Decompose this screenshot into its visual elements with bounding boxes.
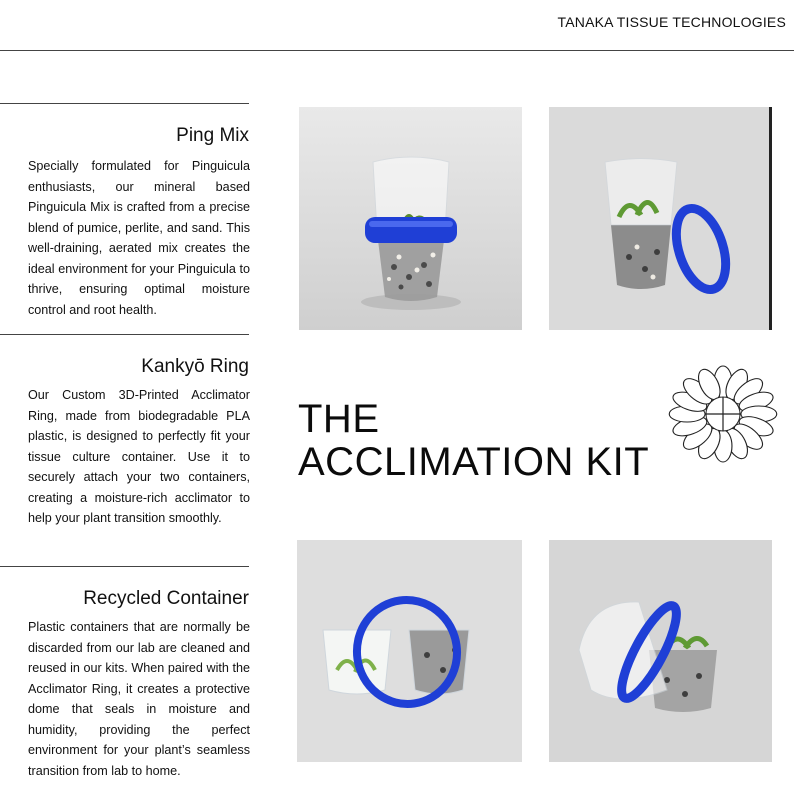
header-divider — [0, 50, 794, 51]
hero-line-2: ACCLIMATION KIT — [298, 440, 650, 484]
section-title-recycled-container: Recycled Container — [83, 588, 249, 609]
hero-line-1: THE — [298, 397, 380, 441]
section-body-kankyo-ring: Our Custom 3D-Printed Acclimator Ring, made from biodegradable PLA plastic, is designed to perfectly fit your tissue culture container. Use it to securely attach your two containers, creating a moisture-rich acclimator to help your plant transition smoothly. — [28, 388, 250, 525]
photo-kit-components — [549, 107, 772, 330]
flower-logo-icon — [665, 364, 781, 469]
section-divider — [0, 334, 249, 335]
section-body-recycled-container: Plastic containers that are normally be discarded from our lab are cleaned and reused in our kits. When paired with the Acclimator Ring, it creates a protective dome that seals in moisture and humidity, providing the perfect environment for your plant’s seamless transition from lab to home. — [28, 620, 250, 778]
photo-assembled-kit — [299, 107, 522, 330]
section-body-ping-mix: Specially formulated for Pinguicula enthusiasts, our mineral based Pinguicula Mix is crafted from a precise blend of pumice, perlite, and sand. This well-draining, aerated mix creates the ideal environment for your Pinguicula to thrive, ensuring optimal moisture control and root health. — [28, 159, 250, 317]
photo-ring-with-containers — [297, 540, 522, 762]
hero-title — [298, 398, 649, 484]
section-divider — [0, 103, 249, 104]
section-title-kankyo-ring: Kankyō Ring — [141, 356, 249, 377]
brand-name: TANAKA TISSUE TECHNOLOGIES — [557, 14, 786, 30]
section-divider — [0, 566, 249, 567]
photo-dome-assembly — [549, 540, 772, 762]
section-title-ping-mix: Ping Mix — [176, 125, 249, 146]
